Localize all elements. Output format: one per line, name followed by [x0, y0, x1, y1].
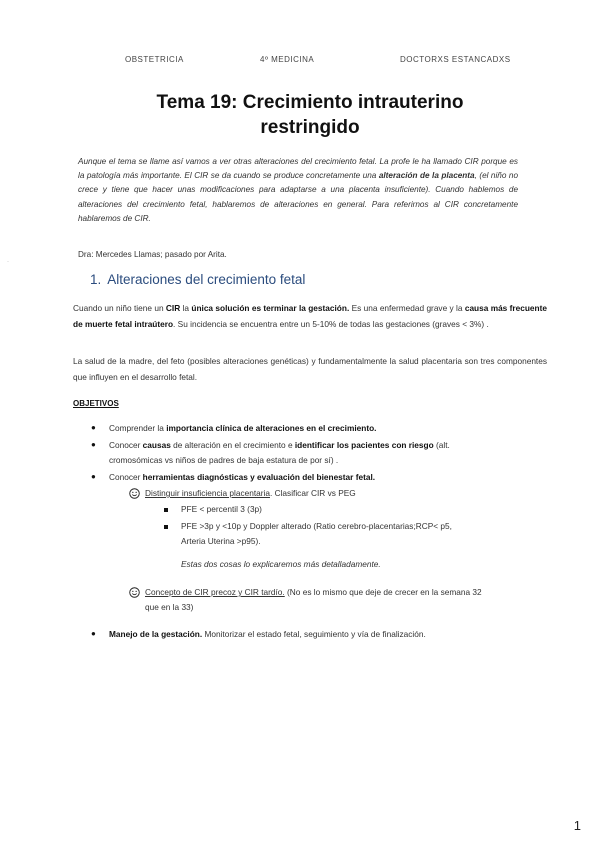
sub-item-2 [145, 585, 482, 600]
objective-item-2 [109, 438, 450, 453]
bullet-dot: ● [91, 423, 96, 432]
obj2-bold-2: identificar los pacientes con riesgo [294, 440, 434, 450]
obj4-bold: Manejo de la gestación. [109, 629, 203, 639]
detail-note [181, 557, 381, 572]
criterion-2-line-1: PFE >3p y <10p y Doppler alterado (Ratio cerebro-placentarias;RCP< p5, [181, 521, 452, 531]
bullet-dot: ● [91, 440, 96, 449]
paragraph-1 [73, 301, 547, 332]
header-subject: OBSTETRICIA [125, 55, 184, 64]
objective-item-1 [109, 421, 376, 436]
stray-mark: · [7, 259, 9, 265]
sub1-underlined: Distinguir insuficiencia placentaria [145, 488, 270, 498]
intro-bold-1: alteración de la placenta [378, 171, 475, 181]
obj2-text-2: de alteración en el crecimiento e [170, 440, 295, 450]
p1-bold-3: causa más frecuente de muerte fetal intraútero [73, 303, 547, 329]
sub-item-2-line-2: que en la 33) [145, 602, 194, 612]
smiley-icon [129, 488, 140, 499]
note-text: Estas dos cosas lo explicaremos más detalladamente [181, 559, 379, 569]
bullet-dot: ● [91, 629, 96, 638]
objective-item-3 [109, 470, 375, 485]
obj2-bold-1: causas [142, 440, 171, 450]
criterion-2-line-2: Arteria Uterina >p95). [181, 536, 261, 546]
intro-text-2: , (el niño no crece y tiene que hacer unas modificaciones para adaptarse a una placenta insuficiente). Cuando hablemos de alteraciones del crecimiento fetal, hablaremos de alteraciones en general. Para referirnos al CIR concretamente hablaremos de CIR. [78, 171, 518, 223]
title-line-2: restringido [260, 117, 360, 138]
header-course: 4º MEDICINA [260, 55, 315, 64]
obj1-bold: importancia clínica de alteraciones en el crecimiento. [166, 423, 377, 433]
p1-bold-2: única solución es terminar la gestación. [191, 303, 350, 313]
sub2-text: (No es lo mismo que deje de crecer en la semana 32 [284, 587, 482, 597]
author-note: Dra: Mercedes Llamas; pasado por Arita. [78, 250, 227, 259]
p1-text-4: . Su incidencia se encuentra entre un 5-10% de todas las gestaciones (graves < 3%) . [173, 318, 489, 329]
obj1-text: Comprender la [109, 423, 167, 433]
bullet-dot: ● [91, 472, 96, 481]
section-title: Alteraciones del crecimiento fetal [107, 272, 306, 287]
square-bullet [164, 525, 168, 529]
criterion-1: PFE < percentil 3 (3p) [181, 504, 262, 514]
sub1-text: . Clasificar CIR vs PEG [269, 488, 356, 498]
objective-item-2-line-2: cromosómicas vs niños de padres de baja estatura de por sí) . [109, 455, 339, 465]
p1-bold-1: CIR [165, 303, 181, 313]
header-authors: DOCTORXS ESTANCADXS [400, 55, 511, 64]
page-title [100, 90, 520, 140]
obj4-text: Monitorizar el estado fetal, seguimiento y vía de finalización. [202, 629, 426, 639]
title-line-1: Tema 19: Crecimiento intrauterino [156, 92, 464, 113]
section-number: 1. [90, 272, 102, 287]
objectives-heading: OBJETIVOS [73, 399, 119, 408]
p1-text-2: la [180, 303, 192, 313]
smiley-icon [129, 587, 140, 598]
p1-text-3: Es una enfermedad grave y la [349, 303, 465, 313]
note-end: . [378, 559, 381, 569]
objective-item-4 [109, 627, 426, 642]
intro-text-1: Aunque el tema se llame así vamos a ver otras alteraciones del crecimiento fetal. La profe le ha llamado CIR porque es la patología más importante. El CIR se da cuando se produce concretamente una [78, 157, 518, 181]
obj2-text-1: Conocer [109, 440, 143, 450]
intro-paragraph [78, 155, 518, 226]
obj2-text-3: (alt. [433, 440, 450, 450]
section-heading [90, 272, 305, 287]
paragraph-2: La salud de la madre, del feto (posibles alteraciones genéticas) y fundamentalmente la salud placentaria son tres componentes que influyen en el desarrollo fetal. [73, 356, 547, 382]
sub-item-1 [145, 486, 356, 501]
square-bullet [164, 508, 168, 512]
sub2-underlined: Concepto de CIR precoz y CIR tardío. [145, 587, 285, 597]
page-number: 1 [573, 818, 581, 833]
obj3-bold: herramientas diagnósticas y evaluación del bienestar fetal. [142, 472, 376, 482]
obj3-text: Conocer [109, 472, 143, 482]
p1-text-1: Cuando un niño tiene un [73, 303, 166, 313]
